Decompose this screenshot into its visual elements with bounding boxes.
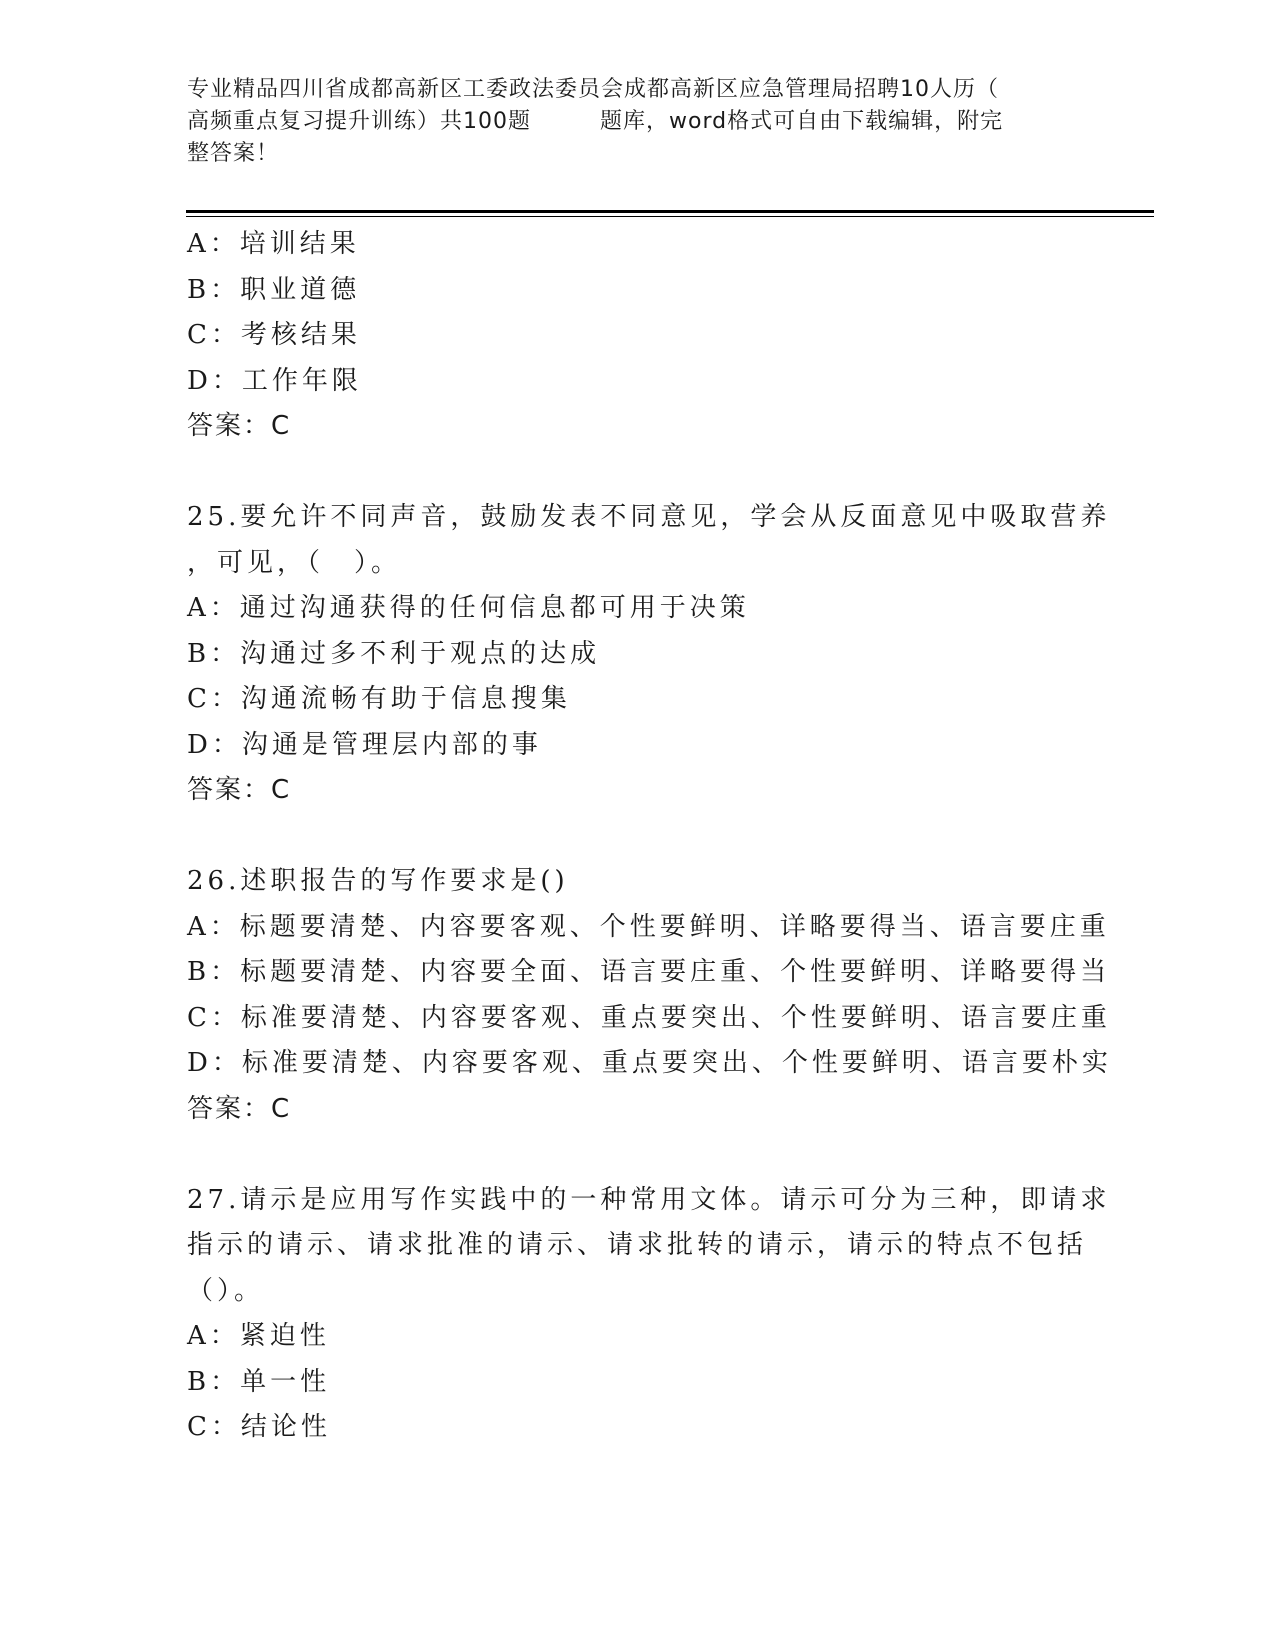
question-stem: 26.述职报告的写作要求是(): [187, 866, 569, 896]
header-divider-thin: [186, 216, 1154, 217]
option-a: A：通过沟通获得的任何信息都可用于决策: [187, 593, 750, 623]
question-block-24: [187, 222, 1087, 450]
answer-line: 答案：C: [187, 775, 292, 805]
option-b: B：单一性: [187, 1366, 331, 1397]
option-d: D：沟通是管理层内部的事: [187, 729, 542, 760]
option-b: B：职业道德: [187, 274, 361, 305]
option-b: B：标题要清楚、内容要全面、语言要庄重、个性要鲜明、详略要得当: [187, 957, 1111, 987]
question-block-25: [187, 495, 1111, 814]
option-d: D：工作年限: [187, 365, 362, 396]
header-line: 整答案！: [187, 141, 280, 166]
option-d: D：标准要清楚、内容要客观、重点要突出、个性要鲜明、语言要朴实: [187, 1048, 1112, 1078]
header-divider-thick: [186, 210, 1154, 213]
question-block-27: [187, 1178, 1111, 1451]
spacer: [187, 1132, 1087, 1178]
answer-line: 答案：C: [187, 411, 292, 441]
header-line: 高频重点复习提升训练）共100题 题库，word格式可自由下载编辑，附完: [187, 109, 1004, 134]
option-a: A：紧迫性: [187, 1321, 330, 1351]
question-stem: 25.要允许不同声音，鼓励发表不同意见，学会从反面意见中吸取营养: [187, 502, 1111, 532]
header-line: 专业精品四川省成都高新区工委政法委员会成都高新区应急管理局招聘10人历（: [187, 77, 999, 102]
question-list: [187, 222, 1112, 1451]
option-c: C：考核结果: [187, 320, 361, 350]
option-c: C：标准要清楚、内容要客观、重点要突出、个性要鲜明、语言要庄重: [187, 1002, 1111, 1033]
question-stem: 指示的请示、请求批准的请示、请求批转的请示，请示的特点不包括: [187, 1230, 1088, 1260]
question-stem: ，可见，（ ）。: [187, 547, 402, 578]
option-a: A：培训结果: [187, 229, 360, 259]
option-c: C：结论性: [187, 1412, 331, 1442]
spacer: [187, 450, 1087, 496]
answer-line: 答案：C: [187, 1093, 292, 1124]
question-stem: 27.请示是应用写作实践中的一种常用文体。请示可分为三种，即请求: [187, 1184, 1111, 1215]
option-c: C：沟通流畅有助于信息搜集: [187, 684, 571, 714]
question-block-26: [187, 859, 1112, 1132]
option-a: A：标题要清楚、内容要客观、个性要鲜明、详略要得当、语言要庄重: [187, 911, 1110, 942]
spacer: [187, 814, 1087, 860]
option-b: B：沟通过多不利于观点的达成: [187, 638, 601, 669]
document-header: [187, 74, 1067, 170]
question-stem: （）。: [187, 1275, 265, 1306]
